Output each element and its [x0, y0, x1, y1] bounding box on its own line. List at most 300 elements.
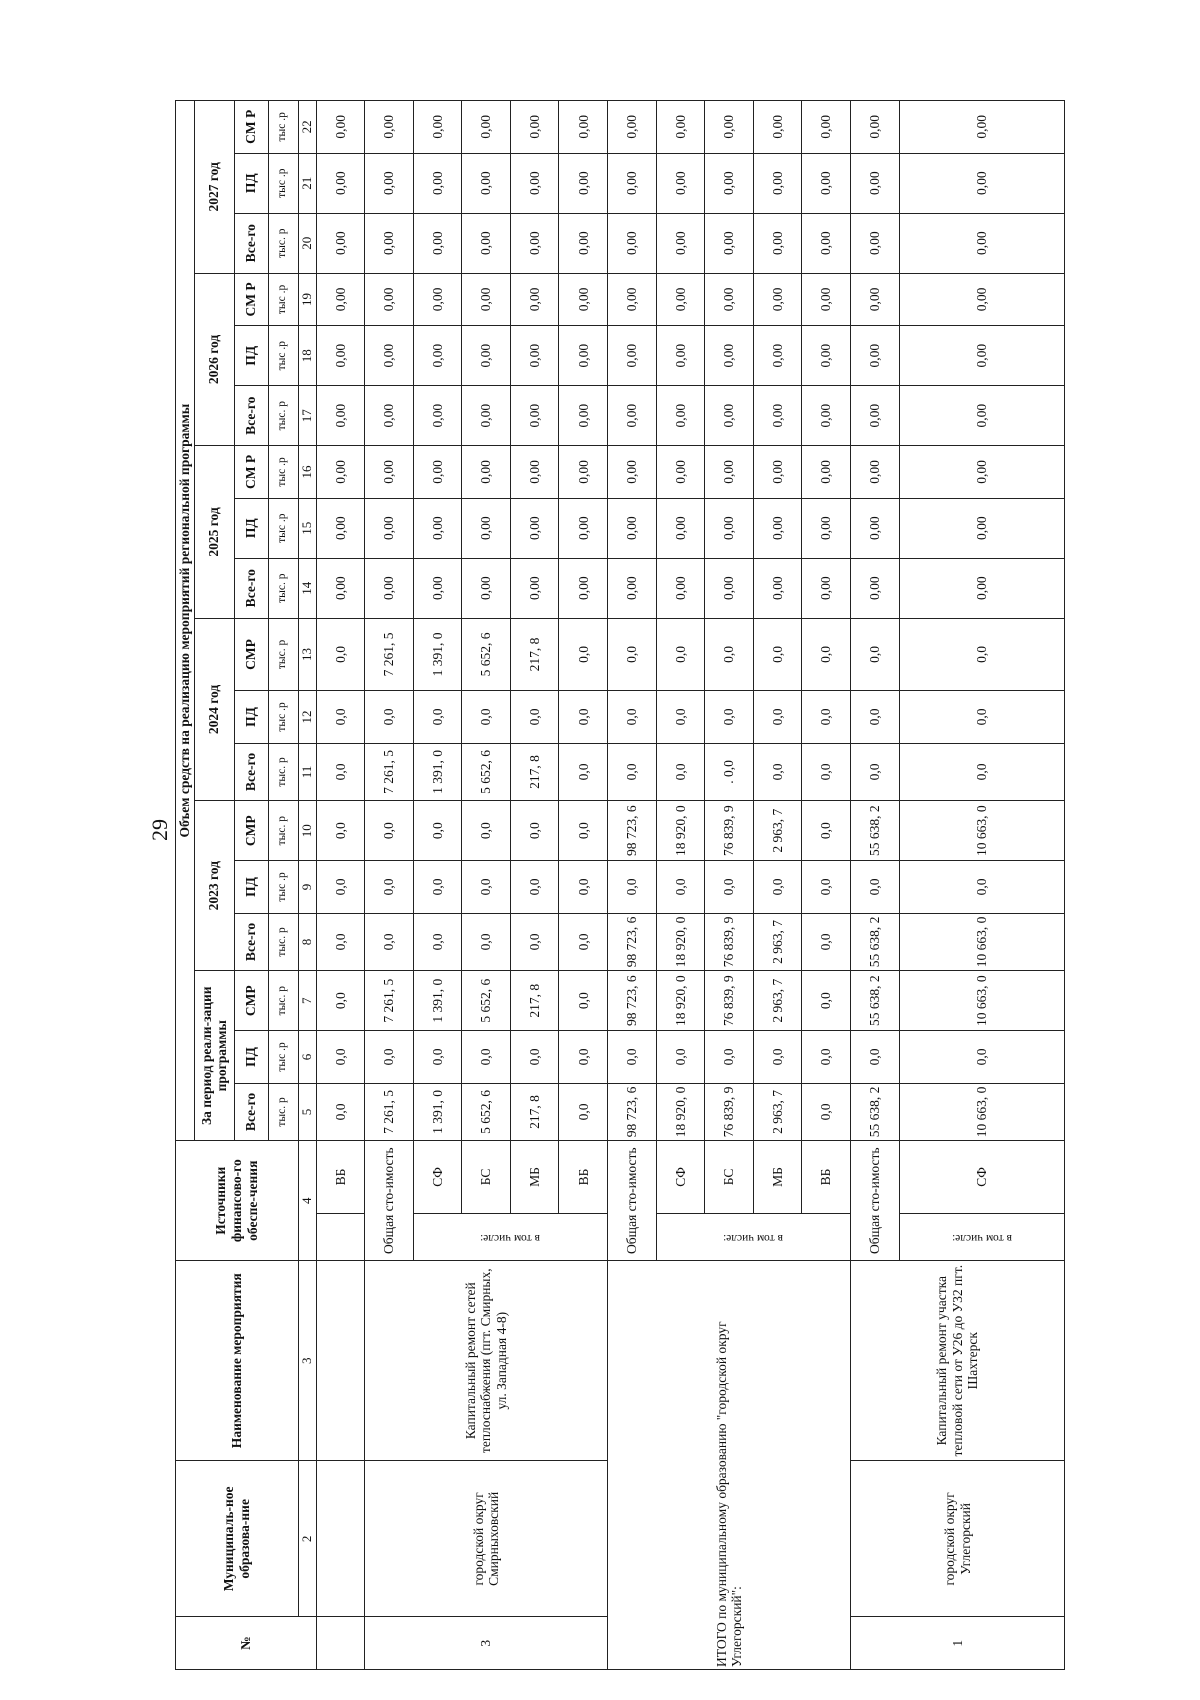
value-cell: 0,00	[413, 101, 462, 154]
value-cell: 0,0	[462, 913, 511, 971]
value-cell: 0,00	[510, 326, 559, 386]
value-cell: 0,00	[753, 153, 802, 213]
unit: тыс. р	[268, 913, 298, 971]
value-cell: 0,0	[608, 861, 657, 914]
sub-pd: ПД	[234, 1031, 268, 1084]
sub-smr: СМ Р	[234, 446, 268, 499]
value-cell: 0,00	[608, 498, 657, 558]
value-cell: 1 391, 0	[413, 971, 462, 1031]
value-cell: 0,0	[413, 861, 462, 914]
value-cell: 0,00	[851, 558, 900, 618]
value-cell: 7 261, 5	[365, 971, 414, 1031]
sub-smr: СМ Р	[234, 101, 268, 154]
value-cell: 0,00	[413, 446, 462, 499]
event-cell: Капитальный ремонт сетей теплоснабжения (пгт. Смирных, ул. Западная 4-8)	[365, 1261, 608, 1461]
value-cell: 0,00	[559, 558, 608, 618]
in-total-label	[413, 1213, 607, 1261]
col-number: 7	[298, 971, 316, 1031]
unit: тыс .р	[268, 326, 298, 386]
value-cell: 0,00	[365, 498, 414, 558]
value-cell: 0,00	[316, 446, 365, 499]
value-cell: 217, 8	[510, 971, 559, 1031]
value-cell: 0,00	[510, 386, 559, 446]
value-cell: 0,0	[316, 913, 365, 971]
value-cell: 0,00	[462, 446, 511, 499]
value-cell: 0,0	[802, 691, 851, 744]
value-cell: 0,0	[365, 801, 414, 861]
value-cell: 0,0	[510, 691, 559, 744]
unit: тыс. р	[268, 618, 298, 691]
value-cell: 0,0	[753, 861, 802, 914]
value-cell: 0,0	[316, 1083, 365, 1141]
value-cell: 0,00	[802, 213, 851, 273]
value-cell: 0,00	[851, 326, 900, 386]
value-cell: 217, 8	[510, 743, 559, 801]
value-cell: 0,0	[413, 691, 462, 744]
value-cell: 0,0	[559, 913, 608, 971]
value-cell: 0,00	[608, 386, 657, 446]
value-cell: 0,00	[413, 558, 462, 618]
value-cell: 2 963, 7	[753, 1083, 802, 1141]
value-cell: 0,00	[656, 386, 705, 446]
value-cell: 0,0	[462, 801, 511, 861]
source-cell: ВБ	[559, 1141, 608, 1214]
value-cell: 0,0	[899, 618, 1064, 691]
value-cell: 0,0	[462, 691, 511, 744]
value-cell: 0,00	[656, 326, 705, 386]
value-cell: 55 638, 2	[851, 971, 900, 1031]
value-cell: 0,00	[753, 326, 802, 386]
source-cell: БС	[462, 1141, 511, 1214]
value-cell: 98 723, 6	[608, 801, 657, 861]
sub-pd: ПД	[234, 861, 268, 914]
value-cell: 0,0	[899, 861, 1064, 914]
value-cell: 0,00	[316, 101, 365, 154]
value-cell: 0,0	[705, 618, 754, 691]
sub-smr: СМР	[234, 801, 268, 861]
value-cell: 0,0	[365, 1031, 414, 1084]
value-cell: 0,0	[365, 861, 414, 914]
funding-table	[175, 100, 1065, 1670]
value-cell: 0,0	[316, 691, 365, 744]
value-cell: 0,00	[899, 273, 1064, 326]
value-cell: 0,00	[559, 273, 608, 326]
table-body	[316, 101, 1064, 1670]
value-cell: 0,00	[316, 386, 365, 446]
value-cell: 0,0	[608, 743, 657, 801]
value-cell: 0,00	[462, 153, 511, 213]
col-number: 5	[298, 1083, 316, 1141]
sub-pd: ПД	[234, 498, 268, 558]
value-cell: 0,0	[851, 691, 900, 744]
value-cell: 0,00	[365, 446, 414, 499]
value-cell: 0,0	[510, 861, 559, 914]
value-cell: 0,00	[316, 273, 365, 326]
value-cell: 0,0	[559, 801, 608, 861]
value-cell: 0,0	[462, 1031, 511, 1084]
header-municipality: Муниципаль-ное образова-ние	[176, 1461, 299, 1617]
sub-smr: СМР	[234, 971, 268, 1031]
unit: тыс. р	[268, 971, 298, 1031]
value-cell: 7 261, 5	[365, 618, 414, 691]
value-cell: 0,00	[851, 213, 900, 273]
value-cell: 0,00	[413, 326, 462, 386]
value-cell: . 0,0	[705, 743, 754, 801]
value-cell: 0,00	[851, 386, 900, 446]
value-cell: 0,00	[608, 101, 657, 154]
value-cell: 0,00	[851, 101, 900, 154]
value-cell: 0,0	[365, 691, 414, 744]
value-cell: 0,0	[851, 618, 900, 691]
value-cell: 0,00	[510, 498, 559, 558]
source-cell: Общая сто-имость	[608, 1141, 657, 1261]
value-cell: 0,00	[753, 386, 802, 446]
value-cell: 0,00	[802, 446, 851, 499]
value-cell: 0,00	[705, 498, 754, 558]
value-cell: 0,00	[899, 446, 1064, 499]
value-cell: 0,00	[656, 153, 705, 213]
value-cell: 0,00	[510, 213, 559, 273]
col-number: 4	[298, 1141, 316, 1261]
value-cell: 0,0	[802, 913, 851, 971]
unit: тыс .р	[268, 101, 298, 154]
col-number: 11	[298, 743, 316, 801]
header-year-2023: 2023 год	[194, 801, 234, 971]
value-cell: 0,00	[851, 446, 900, 499]
sub-total: Все-го	[234, 1083, 268, 1141]
value-cell: 1 391, 0	[413, 1083, 462, 1141]
value-cell: 0,00	[559, 101, 608, 154]
value-cell: 0,00	[559, 153, 608, 213]
header-volume-title: Объем средств на реализацию мероприятий региональной программы	[176, 101, 195, 1141]
value-cell: 0,0	[365, 913, 414, 971]
header-period: За период реали-зации программы	[194, 971, 234, 1141]
value-cell: 0,00	[753, 273, 802, 326]
row-number: 1	[851, 1617, 1065, 1670]
value-cell: 0,00	[365, 558, 414, 618]
value-cell: 7 261, 5	[365, 743, 414, 801]
col-number: 15	[298, 498, 316, 558]
unit: тыс .р	[268, 691, 298, 744]
source-cell: СФ	[656, 1141, 705, 1214]
value-cell: 0,00	[608, 558, 657, 618]
value-cell: 0,0	[705, 861, 754, 914]
value-cell: 0,00	[705, 326, 754, 386]
municipality-cell: городской округ Смирныховский	[365, 1461, 608, 1617]
value-cell: 0,0	[753, 743, 802, 801]
header-sources: Источники финансово-го обеспе-чения	[176, 1141, 299, 1261]
unit: тыс. р	[268, 1083, 298, 1141]
value-cell: 0,00	[559, 498, 608, 558]
value-cell: 18 920, 0	[656, 913, 705, 971]
header-year-2026: 2026 год	[194, 273, 234, 446]
value-cell: 0,00	[705, 101, 754, 154]
value-cell: 18 920, 0	[656, 971, 705, 1031]
value-cell: 0,0	[510, 1031, 559, 1084]
value-cell: 0,00	[753, 558, 802, 618]
value-cell: 0,00	[608, 153, 657, 213]
value-cell: 0,00	[462, 326, 511, 386]
source-cell: МБ	[753, 1141, 802, 1214]
value-cell: 76 839, 9	[705, 971, 754, 1031]
value-cell: 98 723, 6	[608, 1083, 657, 1141]
value-cell: 0,00	[705, 446, 754, 499]
col-number: 12	[298, 691, 316, 744]
value-cell: 0,00	[510, 273, 559, 326]
sub-smr: СМ Р	[234, 273, 268, 326]
header-no: №	[176, 1617, 317, 1670]
source-cell: ВБ	[802, 1141, 851, 1214]
value-cell: 0,00	[559, 213, 608, 273]
value-cell: 0,00	[365, 386, 414, 446]
col-number: 9	[298, 861, 316, 914]
col-number: 16	[298, 446, 316, 499]
value-cell: 0,00	[316, 498, 365, 558]
value-cell: 2 963, 7	[753, 971, 802, 1031]
value-cell: 0,00	[802, 386, 851, 446]
value-cell: 7 261, 5	[365, 1083, 414, 1141]
value-cell: 0,0	[656, 618, 705, 691]
value-cell: 0,0	[608, 618, 657, 691]
value-cell: 5 652, 6	[462, 743, 511, 801]
header-year-2025: 2025 год	[194, 446, 234, 619]
value-cell: 0,0	[802, 1083, 851, 1141]
value-cell: 5 652, 6	[462, 618, 511, 691]
unit: тыс. р	[268, 213, 298, 273]
value-cell: 0,0	[705, 1031, 754, 1084]
value-cell: 98 723, 6	[608, 971, 657, 1031]
col-number: 13	[298, 618, 316, 691]
value-cell: 0,0	[316, 971, 365, 1031]
value-cell: 0,00	[413, 498, 462, 558]
value-cell: 0,00	[802, 326, 851, 386]
value-cell: 0,00	[608, 326, 657, 386]
value-cell: 0,00	[753, 101, 802, 154]
value-cell: 0,0	[316, 861, 365, 914]
value-cell: 0,00	[753, 213, 802, 273]
event-cell: Капитальный ремонт участка тепловой сети от У26 до У32 пгт. Шахтерск	[851, 1261, 1065, 1461]
value-cell: 18 920, 0	[656, 1083, 705, 1141]
value-cell: 0,0	[608, 1031, 657, 1084]
value-cell: 2 963, 7	[753, 913, 802, 971]
value-cell: 0,00	[656, 446, 705, 499]
value-cell: 0,0	[802, 1031, 851, 1084]
unit: тыс .р	[268, 498, 298, 558]
unit: тыс .р	[268, 273, 298, 326]
value-cell: 0,0	[802, 743, 851, 801]
value-cell: 0,00	[656, 101, 705, 154]
value-cell: 0,0	[656, 861, 705, 914]
value-cell: 0,00	[802, 273, 851, 326]
value-cell: 0,0	[559, 1083, 608, 1141]
value-cell: 0,00	[365, 153, 414, 213]
value-cell: 0,0	[656, 743, 705, 801]
header-year-2024: 2024 год	[194, 618, 234, 801]
value-cell: 0,00	[608, 273, 657, 326]
source-cell: СФ	[413, 1141, 462, 1214]
source-cell: Общая сто-имость	[851, 1141, 900, 1261]
source-cell: МБ	[510, 1141, 559, 1214]
source-cell: ВБ	[316, 1141, 365, 1214]
value-cell: 0,00	[705, 153, 754, 213]
value-cell: 0,00	[802, 558, 851, 618]
in-total-text: в том числе:	[723, 1231, 784, 1244]
sub-smr: СМР	[234, 618, 268, 691]
value-cell: 0,00	[899, 153, 1064, 213]
value-cell: 0,00	[608, 446, 657, 499]
value-cell: 0,0	[413, 801, 462, 861]
source-cell: Общая сто-имость	[365, 1141, 414, 1261]
value-cell: 217, 8	[510, 1083, 559, 1141]
table-row	[851, 101, 900, 1670]
value-cell: 0,00	[510, 558, 559, 618]
value-cell: 0,0	[510, 913, 559, 971]
value-cell: 0,00	[510, 101, 559, 154]
value-cell: 0,00	[462, 101, 511, 154]
value-cell: 0,00	[413, 213, 462, 273]
value-cell: 217, 8	[510, 618, 559, 691]
value-cell: 0,00	[851, 498, 900, 558]
col-number: 22	[298, 101, 316, 154]
unit: тыс. р	[268, 801, 298, 861]
value-cell: 0,00	[899, 558, 1064, 618]
column-number-row	[298, 101, 316, 1670]
table-row	[316, 101, 365, 1670]
value-cell: 0,00	[656, 273, 705, 326]
value-cell: 0,00	[656, 498, 705, 558]
col-number: 2	[298, 1461, 316, 1617]
value-cell: 0,00	[656, 213, 705, 273]
rotated-table-stage	[175, 100, 1065, 1670]
value-cell: 0,00	[316, 153, 365, 213]
value-cell: 0,00	[753, 446, 802, 499]
value-cell: 10 663, 0	[899, 971, 1064, 1031]
value-cell: 0,0	[851, 861, 900, 914]
value-cell: 0,00	[559, 326, 608, 386]
value-cell: 0,0	[656, 1031, 705, 1084]
value-cell: 0,0	[413, 1031, 462, 1084]
value-cell: 0,00	[559, 446, 608, 499]
value-cell: 0,0	[510, 801, 559, 861]
cell-empty	[316, 1617, 365, 1670]
sub-pd: ПД	[234, 691, 268, 744]
sub-pd: ПД	[234, 153, 268, 213]
col-number: 20	[298, 213, 316, 273]
value-cell: 0,00	[851, 153, 900, 213]
value-cell: 0,00	[365, 101, 414, 154]
value-cell: 0,00	[802, 101, 851, 154]
row-number: 3	[365, 1617, 608, 1670]
value-cell: 0,0	[316, 618, 365, 691]
value-cell: 0,0	[802, 861, 851, 914]
value-cell: 76 839, 9	[705, 801, 754, 861]
value-cell: 0,0	[413, 913, 462, 971]
sub-total: Все-го	[234, 743, 268, 801]
value-cell: 0,00	[899, 213, 1064, 273]
value-cell: 0,00	[316, 326, 365, 386]
col-number: 3	[298, 1261, 316, 1461]
value-cell: 0,00	[316, 558, 365, 618]
value-cell: 0,0	[705, 691, 754, 744]
header-year-2027: 2027 год	[194, 101, 234, 274]
value-cell: 0,0	[802, 801, 851, 861]
sub-total: Все-го	[234, 558, 268, 618]
value-cell: 0,00	[705, 273, 754, 326]
value-cell: 0,00	[802, 153, 851, 213]
value-cell: 0,0	[851, 743, 900, 801]
col-number: 21	[298, 153, 316, 213]
value-cell: 10 663, 0	[899, 913, 1064, 971]
value-cell: 0,00	[365, 273, 414, 326]
in-total-label	[656, 1213, 850, 1261]
value-cell: 0,0	[316, 801, 365, 861]
value-cell: 1 391, 0	[413, 618, 462, 691]
header-event: Наименование мероприятия	[176, 1261, 299, 1461]
unit: тыс. р	[268, 743, 298, 801]
unit: тыс .р	[268, 446, 298, 499]
value-cell: 0,0	[559, 618, 608, 691]
value-cell: 0,00	[462, 273, 511, 326]
value-cell: 0,0	[559, 743, 608, 801]
table-row	[365, 101, 414, 1670]
value-cell: 18 920, 0	[656, 801, 705, 861]
value-cell: 0,0	[559, 861, 608, 914]
value-cell: 0,00	[802, 498, 851, 558]
value-cell: 0,00	[413, 153, 462, 213]
value-cell: 55 638, 2	[851, 913, 900, 971]
value-cell: 5 652, 6	[462, 971, 511, 1031]
value-cell: 0,0	[462, 861, 511, 914]
value-cell: 0,0	[559, 1031, 608, 1084]
value-cell: 0,0	[802, 618, 851, 691]
value-cell: 0,0	[559, 971, 608, 1031]
value-cell: 0,00	[462, 498, 511, 558]
col-number: 19	[298, 273, 316, 326]
value-cell: 0,00	[365, 326, 414, 386]
unit: тыс. р	[268, 386, 298, 446]
value-cell: 55 638, 2	[851, 801, 900, 861]
value-cell: 0,00	[899, 386, 1064, 446]
value-cell: 76 839, 9	[705, 913, 754, 971]
value-cell: 0,0	[802, 971, 851, 1031]
value-cell: 0,00	[899, 326, 1064, 386]
sub-pd: ПД	[234, 326, 268, 386]
value-cell: 98 723, 6	[608, 913, 657, 971]
value-cell: 0,00	[462, 558, 511, 618]
value-cell: 0,00	[608, 213, 657, 273]
value-cell: 0,00	[510, 446, 559, 499]
value-cell: 0,0	[608, 691, 657, 744]
value-cell: 0,00	[413, 273, 462, 326]
sub-total: Все-го	[234, 386, 268, 446]
col-number: 10	[298, 801, 316, 861]
cell-empty	[316, 1461, 365, 1617]
value-cell: 0,00	[316, 213, 365, 273]
table-row	[608, 101, 657, 1670]
value-cell: 0,00	[462, 386, 511, 446]
in-total-text: в том числе:	[480, 1231, 541, 1244]
sub-total: Все-го	[234, 213, 268, 273]
value-cell: 0,00	[705, 558, 754, 618]
unit: тыс .р	[268, 153, 298, 213]
value-cell: 0,00	[510, 153, 559, 213]
col-number: 8	[298, 913, 316, 971]
cell-empty	[316, 1213, 365, 1261]
value-cell: 10 663, 0	[899, 801, 1064, 861]
value-cell: 76 839, 9	[705, 1083, 754, 1141]
col-number: 18	[298, 326, 316, 386]
value-cell: 5 652, 6	[462, 1083, 511, 1141]
